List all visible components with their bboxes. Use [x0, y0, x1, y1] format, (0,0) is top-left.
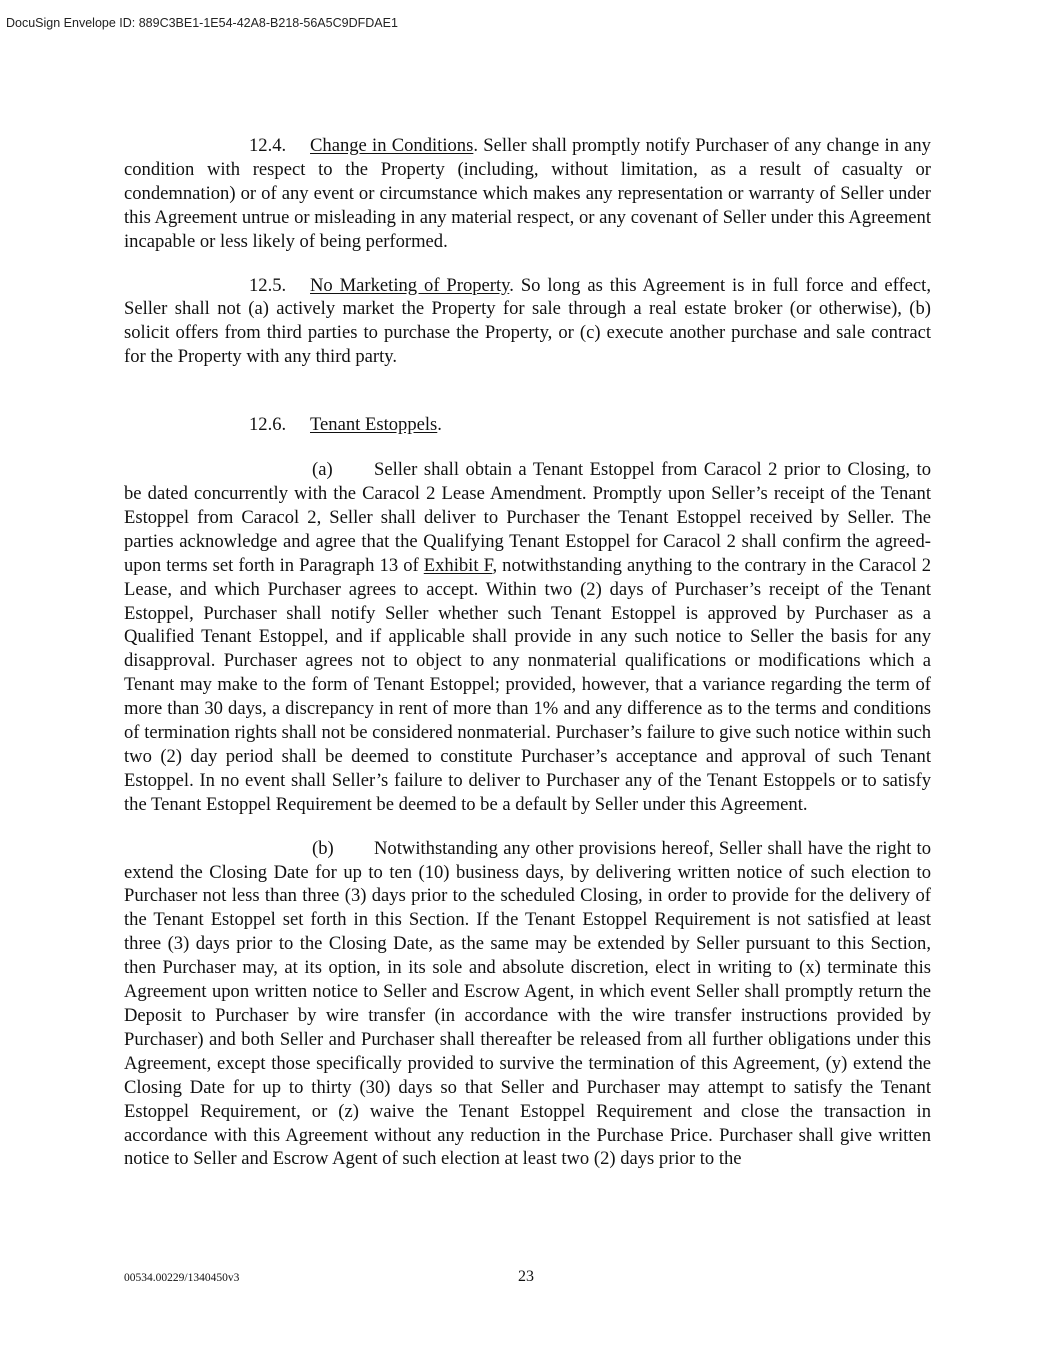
footer-document-id: 00534.00229/1340450v3	[124, 1272, 240, 1284]
subsection-text-continued: , notwithstanding anything to the contrary in the Caracol 2 Lease, and which Purchaser agrees to accept. Within two (2) days of Purchaser’s receipt of the Tenant Estoppel, Purchaser shall notify Seller whether such Tenant Estoppel is approved by Purchaser as a Qualified Tenant Estoppel, and if applicable shall provide in any such notice to Seller the basis for any disapproval. Purchaser agrees not to object to any nonmaterial qualifications or modifications which a Tenant may make to the form of Tenant Estoppel; provided, however, that a variance regarding the term of more than 30 days, a discrepancy in rent of more than 1% and any difference as to the terms and conditions of termination rights shall not be considered nonmaterial. Purchaser’s failure to give such notice within such two (2) day period shall be deemed to constitute Purchaser’s acceptance and approval of such Tenant Estoppel. In no event shall Seller’s failure to deliver to Purchaser any of the Tenant Estoppels or to satisfy the Tenant Estoppel Requirement be deemed to be a default by Seller under this Agreement.	[124, 554, 932, 815]
subsection-b	[124, 837, 931, 1172]
section-heading: Tenant Estoppels	[310, 414, 438, 436]
docusign-envelope-id: DocuSign Envelope ID: 889C3BE1-1E54-42A8-B218-56A5C9DFDAE1	[6, 16, 398, 30]
subsection-label: (a)	[312, 459, 333, 481]
section-12-4	[124, 134, 931, 254]
section-12-5	[124, 274, 931, 370]
section-heading-period: .	[437, 414, 442, 436]
section-text: . So long as this Agreement is in full force and effect, Seller shall not (a) actively market the Property for sale through a real estate broker (or otherwise), (b) solicit offers from third parties to purchase the Property, or (c) execute another purchase and sale contract for the Property with any third party.	[124, 274, 931, 368]
section-number: 12.4.	[249, 135, 287, 156]
subsection-text: Seller shall obtain a Tenant Estoppel from Caracol 2 prior to Closing, to be dated concurrently with the Caracol 2 Lease Amendment. Promptly upon Seller’s receipt of the Tenant Estoppel from Caracol 2, Seller shall deliver to Purchaser the Tenant Estoppel received by Seller. The parties acknowledge and agree that the Qualifying Tenant Estoppel for Caracol 2 shall confirm the agreed-upon terms set forth in Paragraph 13 of	[124, 459, 931, 576]
subsection-label: (b)	[312, 837, 334, 859]
exhibit-reference: Exhibit F	[423, 554, 493, 576]
section-heading: No Marketing of Property	[310, 274, 510, 296]
subsection-text: Notwithstanding any other provisions hereof, Seller shall have the right to extend the Closing Date for up to ten (10) business days, by delivering written notice of such election to Purchaser not less than three (3) days prior to the scheduled Closing, in order to provide for the delivery of the Tenant Estoppel set forth in this Section. If the Tenant Estoppel Requirement is not satisfied at least three (3) days prior to the Closing Date, as the same may be extended by Seller pursuant to this Section, then Purchaser may, at its option, in its sole and absolute discretion, elect in writing to (x) terminate this Agreement upon written notice to Seller and Escrow Agent, in which event Seller shall promptly return the Deposit to Purchaser by wire transfer (in accordance with the wire transfer instructions provided by Purchaser) and both Seller and Purchaser shall thereafter be released from all further obligations under this Agreement, except those specifically provided to survive the termination of this Agreement, (y) extend the Closing Date for up to thirty (30) days so that Seller and Purchaser may attempt to satisfy the Tenant Estoppel Requirement, or (z) waive the Tenant Estoppel Requirement and close the transaction in accordance with this Agreement without any reduction in the Purchase Price. Purchaser shall give written notice to Seller and Escrow Agent of such election at least two (2) days prior to the	[124, 837, 931, 1170]
section-heading: Change in Conditions	[310, 135, 474, 156]
section-number: 12.6.	[249, 414, 287, 436]
section-12-6	[124, 413, 931, 437]
page-number: 23	[518, 1268, 534, 1285]
section-text: . Seller shall promptly notify Purchaser of any change in any condition with respect to the Property (including, without limitation, as a result of casualty or condemnation) or of any event or circumstance which makes any representation or warranty of Seller under this Agreement untrue or misleading in any material respect, or any covenant of Seller under this Agreement incapable or less likely of being performed.	[124, 135, 931, 252]
section-number: 12.5.	[249, 274, 287, 296]
document-body	[124, 134, 931, 1171]
subsection-a	[124, 458, 931, 817]
